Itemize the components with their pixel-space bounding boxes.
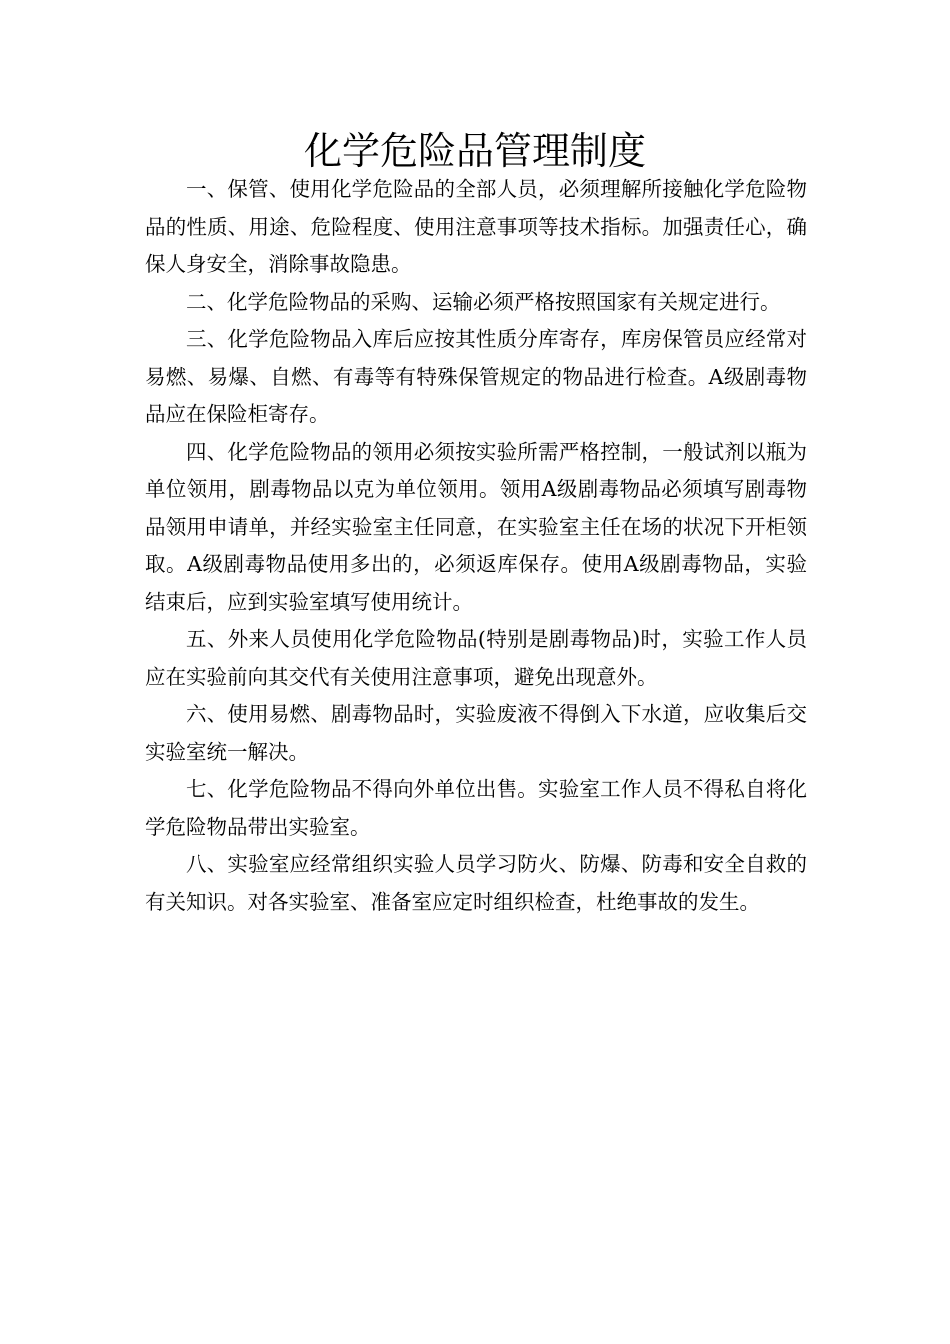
document-title: 化学危险品管理制度	[303, 129, 646, 173]
paragraph-6: 六、使用易燃、剧毒物品时，实验废液不得倒入下水道，应收集后交实验室统一解决。	[145, 702, 807, 764]
document-body	[145, 171, 807, 921]
paragraph-5: 五、外来人员使用化学危险物品(特别是剧毒物品)时，实验工作人员应在实验前向其交代有关使用注意事项，避免出现意外。	[145, 627, 807, 689]
paragraph-4: 四、化学危险物品的领用必须按实验所需严格控制，一般试剂以瓶为单位领用，剧毒物品以克为单位领用。领用A级剧毒物品必须填写剧毒物品领用申请单，并经实验室主任同意，在实验室主任在场的状况下开柜领取。A级剧毒物品使用多出的，必须返库保存。使用A级剧毒物品，实验结束后，应到实验室填写使用统计。	[145, 439, 807, 614]
paragraph-7: 七、化学危险物品不得向外单位出售。实验室工作人员不得私自将化学危险物品带出实验室。	[145, 777, 807, 839]
paragraph-2: 二、化学危险物品的采购、运输必须严格按照国家有关规定进行。	[186, 289, 781, 314]
paragraph-3: 三、化学危险物品入库后应按其性质分库寄存，库房保管员应经常对易燃、易爆、自燃、有毒等有特殊保管规定的物品进行检查。A级剧毒物品应在保险柜寄存。	[145, 327, 807, 426]
paragraph-8: 八、实验室应经常组织实验人员学习防火、防爆、防毒和安全自救的有关知识。对各实验室、准备室应定时组织检查，杜绝事故的发生。	[145, 852, 807, 914]
paragraph-1: 一、保管、使用化学危险品的全部人员，必须理解所接触化学危险物品的性质、用途、危险程度、使用注意事项等技术指标。加强责任心，确保人身安全，消除事故隐患。	[145, 177, 807, 276]
